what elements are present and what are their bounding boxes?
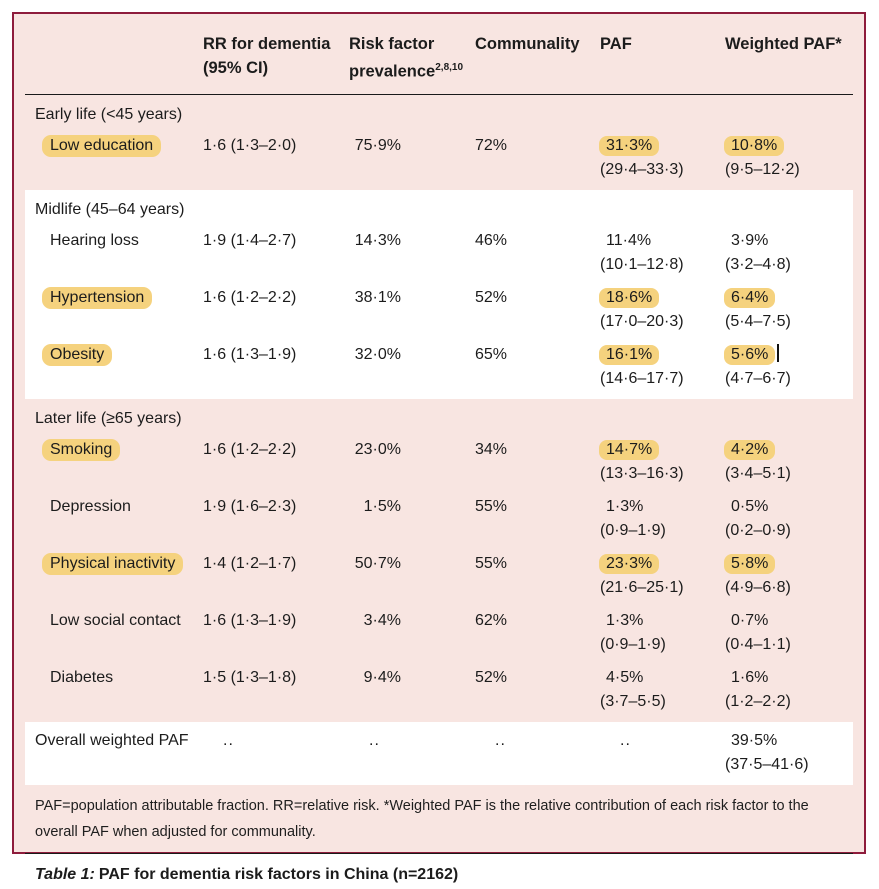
header-paf: PAF <box>600 35 632 53</box>
prevalence-cell <box>349 286 475 310</box>
highlight-pill: Low education <box>42 135 161 157</box>
rr-value: 1·6 (1·3–1·9) <box>203 611 297 629</box>
rr-value: 1·6 (1·2–2·2) <box>203 440 297 458</box>
paf-value: 11·4% <box>606 231 652 249</box>
communality-value: 52% <box>475 668 508 686</box>
weighted-paf-cell <box>725 495 843 543</box>
paf-ci: (21·6–25·1) <box>600 578 684 596</box>
paf-value: 1·3% <box>606 497 644 515</box>
header-prevalence-text: Risk factor prevalence <box>349 35 436 81</box>
weighted-paf-value <box>725 343 843 367</box>
section-band <box>25 399 853 722</box>
weighted-paf-ci: (5·4–7·5) <box>725 312 791 330</box>
highlight-pill: Smoking <box>42 439 120 461</box>
caption-title: PAF for dementia risk factors in China (n=2162) <box>98 865 459 883</box>
risk-factor-name <box>35 552 203 576</box>
risk-factor-name: Hearing loss <box>50 231 139 249</box>
paf-cell <box>600 134 725 182</box>
prevalence-value: 9·4% <box>363 668 401 686</box>
prevalence-cell <box>349 438 475 462</box>
communality-value: 72% <box>475 136 508 154</box>
prevalence-cell <box>349 343 475 367</box>
prevalence-cell <box>349 229 475 253</box>
weighted-paf-cell <box>725 134 843 182</box>
rr-value: 1·5 (1·3–1·8) <box>203 668 297 686</box>
paf-cell <box>600 609 725 657</box>
highlight-pill: 23·3% <box>599 554 659 574</box>
rr-dots: .. <box>223 731 234 749</box>
highlight-pill: 16·1% <box>599 345 659 365</box>
weighted-paf-value <box>725 286 843 310</box>
prevalence-value: 14·3% <box>354 231 401 249</box>
overall-label: Overall weighted PAF <box>35 731 189 749</box>
weighted-paf-value: 39·5% <box>731 731 778 749</box>
highlight-pill: 31·3% <box>599 136 659 156</box>
prevalence-value: 75·9% <box>354 136 401 154</box>
overall-row <box>35 726 843 783</box>
rr-value: 1·6 (1·3–1·9) <box>203 345 297 363</box>
rr-value: 1·9 (1·4–2·7) <box>203 231 297 249</box>
header-communality: Communality <box>475 35 580 53</box>
risk-factor-name: Depression <box>50 497 131 515</box>
section-label: Midlife (45–64 years) <box>35 200 185 218</box>
highlight-pill: 5·8% <box>724 554 775 574</box>
table-card <box>12 12 866 883</box>
prevalence-value: 1·5% <box>363 497 401 515</box>
prevalence-cell <box>349 495 475 519</box>
prevalence-value: 3·4% <box>363 611 401 629</box>
paf-value <box>600 438 725 462</box>
highlight-pill: Hypertension <box>42 287 152 309</box>
weighted-paf-ci: (3·2–4·8) <box>725 255 791 273</box>
weighted-paf-ci: (4·7–6·7) <box>725 369 791 387</box>
paf-cell <box>600 229 725 277</box>
weighted-paf-value: 0·7% <box>731 611 769 629</box>
weighted-paf-value <box>725 134 843 158</box>
paf-ci: (14·6–17·7) <box>600 369 684 387</box>
paf-value: 4·5% <box>606 668 644 686</box>
header-weighted-paf: Weighted PAF* <box>725 35 842 53</box>
weighted-paf-ci: (3·4–5·1) <box>725 464 791 482</box>
risk-factor-name: Low social contact <box>50 611 181 629</box>
paf-ci: (0·9–1·9) <box>600 521 666 539</box>
table-row <box>35 340 843 397</box>
paf-value <box>600 286 725 310</box>
weighted-paf-value: 0·5% <box>731 497 769 515</box>
prevalence-value: 23·0% <box>354 440 401 458</box>
weighted-paf-cell <box>725 286 843 334</box>
rr-value: 1·9 (1·6–2·3) <box>203 497 297 515</box>
weighted-paf-ci: (37·5–41·6) <box>725 755 809 773</box>
communality-value: 55% <box>475 497 508 515</box>
communality-value: 46% <box>475 231 508 249</box>
weighted-paf-value: 1·6% <box>731 668 769 686</box>
prevalence-value: 50·7% <box>354 554 401 572</box>
risk-factor-name <box>35 286 203 310</box>
prevalence-cell <box>349 552 475 576</box>
paf-cell <box>600 343 725 391</box>
communality-value: 55% <box>475 554 508 572</box>
rr-value: 1·6 (1·2–2·2) <box>203 288 297 306</box>
text-cursor <box>777 344 779 362</box>
weighted-paf-cell <box>725 666 843 714</box>
weighted-paf-ci: (1·2–2·2) <box>725 692 791 710</box>
section-band <box>25 190 853 399</box>
communality-value: 52% <box>475 288 508 306</box>
paf-value <box>600 552 725 576</box>
table-row <box>35 283 843 340</box>
highlight-pill: 5·6% <box>724 345 775 365</box>
caption-label: Table 1: <box>35 865 95 883</box>
paf-ci: (17·0–20·3) <box>600 312 684 330</box>
highlight-pill: 18·6% <box>599 288 659 308</box>
communality-value: 65% <box>475 345 508 363</box>
weighted-paf-ci: (0·4–1·1) <box>725 635 791 653</box>
weighted-paf-ci: (0·2–0·9) <box>725 521 791 539</box>
prevalence-value: 32·0% <box>354 345 401 363</box>
prevalence-cell <box>349 666 475 690</box>
weighted-paf-cell <box>725 729 843 777</box>
paf-ci: (0·9–1·9) <box>600 635 666 653</box>
risk-factor-name <box>35 343 203 367</box>
risk-factor-name: Diabetes <box>50 668 114 686</box>
weighted-paf-cell <box>725 438 843 486</box>
paf-cell <box>600 552 725 600</box>
highlight-pill: Physical inactivity <box>42 553 183 575</box>
weighted-paf-cell <box>725 609 843 657</box>
weighted-paf-cell <box>725 229 843 277</box>
prevalence-cell <box>349 134 475 158</box>
risk-factor-name <box>35 134 203 158</box>
prevalence-dots: .. <box>369 731 380 749</box>
communality-value: 34% <box>475 440 508 458</box>
table-row <box>35 549 843 606</box>
paf-ci: (13·3–16·3) <box>600 464 684 482</box>
weighted-paf-value: 3·9% <box>731 231 769 249</box>
table-row <box>35 226 843 283</box>
paf-value <box>600 134 725 158</box>
paf-cell <box>600 666 725 714</box>
table-caption <box>25 854 853 889</box>
paf-ci: (29·4–33·3) <box>600 160 684 178</box>
paf-value: 1·3% <box>606 611 644 629</box>
rr-value: 1·4 (1·2–1·7) <box>203 554 297 572</box>
table-header-row <box>25 24 853 94</box>
rr-value: 1·6 (1·3–2·0) <box>203 136 297 154</box>
highlight-pill: 6·4% <box>724 288 775 308</box>
paf-ci: (10·1–12·8) <box>600 255 684 273</box>
table-row <box>35 131 843 188</box>
table-row <box>35 492 843 549</box>
section-label: Early life (<45 years) <box>35 105 183 123</box>
weighted-paf-cell <box>725 552 843 600</box>
header-prevalence-refs: 2,8,10 <box>435 62 464 73</box>
highlight-pill: 4·2% <box>724 440 775 460</box>
footnote: PAF=population attributable fraction. RR=relative risk. *Weighted PAF is the relative contribution of each risk factor to the overall PAF when adjusted for communality. <box>35 797 809 840</box>
table-row <box>35 606 843 663</box>
table-row <box>35 435 843 492</box>
paf-cell <box>600 438 725 486</box>
paf-value <box>600 343 725 367</box>
communality-dots: .. <box>495 731 506 749</box>
header-rr: RR for dementia (95% CI) <box>203 35 331 77</box>
weighted-paf-cell <box>725 343 843 391</box>
highlight-pill: 14·7% <box>599 440 659 460</box>
header-prevalence <box>349 32 475 84</box>
section-label: Later life (≥65 years) <box>35 409 182 427</box>
paf-ci: (3·7–5·5) <box>600 692 666 710</box>
overall-band <box>25 722 853 785</box>
weighted-paf-value <box>725 552 843 576</box>
risk-factor-name <box>35 438 203 462</box>
table-row <box>35 663 843 720</box>
highlight-pill: 10·8% <box>724 136 784 156</box>
highlight-pill: Obesity <box>42 344 112 366</box>
communality-value: 62% <box>475 611 508 629</box>
prevalence-cell <box>349 609 475 633</box>
section-band <box>25 95 853 190</box>
prevalence-value: 38·1% <box>354 288 401 306</box>
paf-dots: .. <box>620 731 631 749</box>
paf-cell <box>600 286 725 334</box>
weighted-paf-ci: (9·5–12·2) <box>725 160 800 178</box>
sections <box>25 95 853 785</box>
paf-cell <box>600 495 725 543</box>
weighted-paf-ci: (4·9–6·8) <box>725 578 791 596</box>
weighted-paf-value <box>725 438 843 462</box>
